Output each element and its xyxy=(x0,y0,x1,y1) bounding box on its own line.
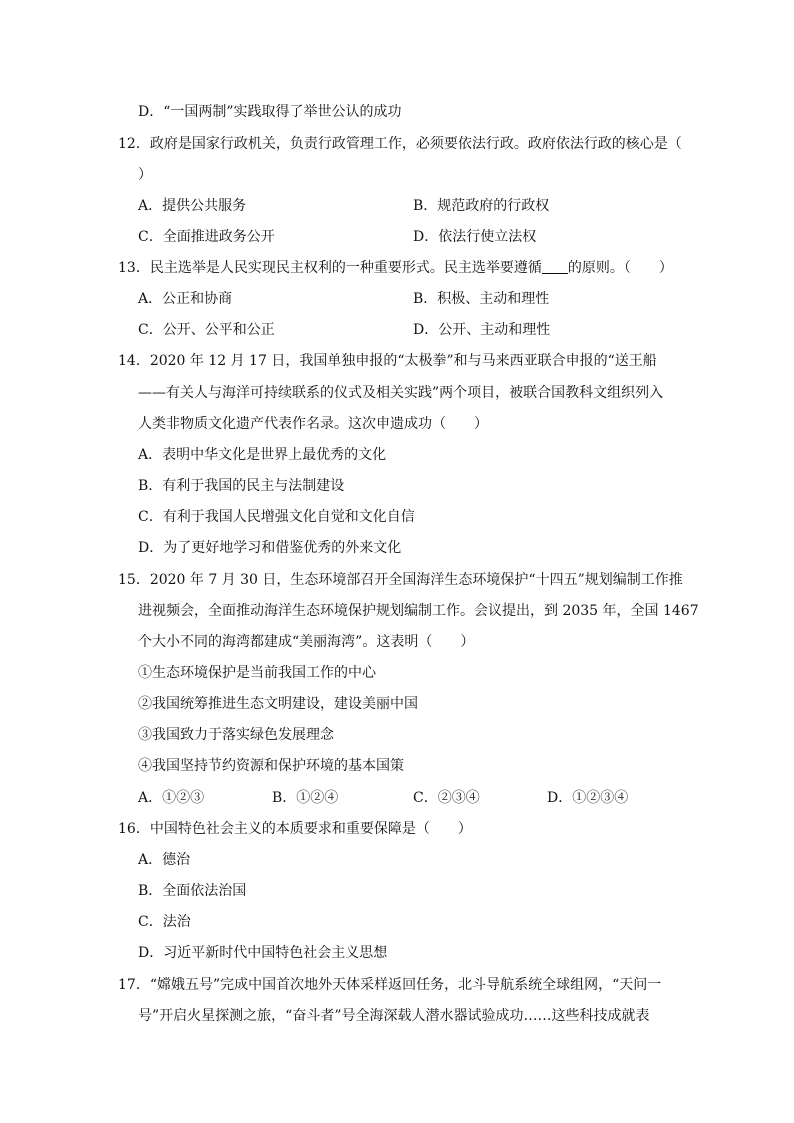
text-segment xyxy=(138,693,418,715)
text-segment xyxy=(138,724,334,746)
text-line xyxy=(0,350,794,372)
text-segment xyxy=(138,101,402,123)
text-line xyxy=(0,382,794,404)
text-segment xyxy=(138,382,663,404)
text-segment xyxy=(413,226,536,248)
text-segment xyxy=(118,257,673,279)
text-segment xyxy=(413,787,480,809)
text-segment xyxy=(138,631,474,653)
text: D．为了更好地学习和借鉴优秀的外来文化 xyxy=(138,540,402,556)
text: A．①②③ xyxy=(138,790,205,806)
text: C．公开、公平和公正 xyxy=(138,322,275,338)
text-line xyxy=(0,755,794,777)
text-line xyxy=(0,662,794,684)
text-segment xyxy=(138,475,344,497)
text-line xyxy=(0,693,794,715)
text: C．②③④ xyxy=(413,790,480,806)
text: 13．民主选举是人民实现民主权利的一种重要形式。民主选举要遵循 xyxy=(118,260,542,276)
text: B．规范政府的行政权 xyxy=(413,198,550,214)
text: 号”开启火星探测之旅，“奋斗者”号全海深载人潜水器试验成功……这些科技成就表 xyxy=(138,1008,650,1024)
text: B．有利于我国的民主与法制建设 xyxy=(138,478,345,494)
text: D．“一国两制”实践取得了举世公认的成功 xyxy=(138,104,402,120)
text-line xyxy=(0,475,794,497)
text-segment xyxy=(138,911,191,933)
text-segment xyxy=(138,942,387,964)
text: ④我国坚持节约资源和保护环境的基本国策 xyxy=(138,758,404,774)
text: D．①②③④ xyxy=(547,790,629,806)
text-line xyxy=(0,319,794,341)
text-segment xyxy=(118,569,683,591)
text-segment xyxy=(413,288,549,310)
text-line xyxy=(0,880,794,902)
text-segment xyxy=(138,1005,649,1027)
text-line xyxy=(0,288,794,310)
text: ②我国统筹推进生态文明建设，建设美丽中国 xyxy=(138,696,418,712)
text-line xyxy=(0,787,794,809)
text-segment xyxy=(138,537,401,559)
text: 17．“嫦娥五号”完成中国首次地外天体采样返回任务，北斗导航系统全球组网，“天问一 xyxy=(118,977,662,993)
fill-in-blank xyxy=(542,259,568,274)
text: D．依法行使立法权 xyxy=(413,229,537,245)
text-segment xyxy=(138,600,699,622)
text-line xyxy=(0,226,794,248)
text: D．公开、主动和理性 xyxy=(413,322,551,338)
text: 15．2020 年 7 月 30 日，生态环境部召开全国海洋生态环境保护“十四五”规划编制工作推 xyxy=(118,572,683,588)
text-line xyxy=(0,444,794,466)
text-segment xyxy=(138,164,152,186)
text-line xyxy=(0,849,794,871)
text: C．全面推进政务公开 xyxy=(138,229,275,245)
text-segment xyxy=(413,195,549,217)
text-line xyxy=(0,537,794,559)
text-segment xyxy=(138,662,376,684)
text: A．公正和协商 xyxy=(138,291,233,307)
text-line xyxy=(0,257,794,279)
text-segment xyxy=(138,506,415,528)
text-segment xyxy=(138,444,386,466)
text: 进视频会，全面推动海洋生态环境保护规划编制工作。会议提出，到 2035 年，全国 1467 xyxy=(138,603,699,619)
text-segment xyxy=(118,133,682,155)
text: ③我国致力于落实绿色发展理念 xyxy=(138,727,334,743)
text: C．法治 xyxy=(138,914,191,930)
text-line xyxy=(0,101,794,123)
text: ——有关人与海洋可持续联系的仪式及相关实践”两个项目，被联合国教科文组织列入 xyxy=(138,385,664,401)
text-segment xyxy=(118,818,472,840)
text-line xyxy=(0,974,794,996)
text-segment xyxy=(118,350,657,372)
text: B．全面依法治国 xyxy=(138,883,247,899)
text-line xyxy=(0,413,794,435)
text-segment xyxy=(138,195,246,217)
text-line xyxy=(0,1005,794,1027)
text-segment xyxy=(138,288,232,310)
text-line xyxy=(0,911,794,933)
text-segment xyxy=(138,787,204,809)
text-line xyxy=(0,942,794,964)
text-segment xyxy=(547,787,628,809)
text: ①生态环境保护是当前我国工作的中心 xyxy=(138,665,376,681)
text-segment xyxy=(118,974,661,996)
text-line xyxy=(0,631,794,653)
text: 个大小不同的海湾都建成“美丽海湾”。这表明（ ） xyxy=(138,634,475,650)
text-line xyxy=(0,195,794,217)
text-segment xyxy=(138,880,246,902)
text-line xyxy=(0,569,794,591)
text: ） xyxy=(138,167,152,183)
text-line xyxy=(0,164,794,186)
text: A．提供公共服务 xyxy=(138,198,247,214)
text: D．习近平新时代中国特色社会主义思想 xyxy=(138,945,388,961)
text: B．积极、主动和理性 xyxy=(413,291,550,307)
text: 14．2020 年 12 月 17 日，我国单独申报的“太极拳”和与马来西亚联合申报的“送王船 xyxy=(118,353,657,369)
text-segment xyxy=(138,755,404,777)
text-segment xyxy=(138,849,190,871)
text-line xyxy=(0,724,794,746)
text-line xyxy=(0,818,794,840)
text: B．①②④ xyxy=(272,790,339,806)
text-segment xyxy=(413,319,550,341)
text: A．表明中华文化是世界上最优秀的文化 xyxy=(138,447,387,463)
text: 人类非物质文化遗产代表作名录。这次申遗成功（ ） xyxy=(138,416,488,432)
text-segment xyxy=(138,319,275,341)
text: 的原则。（ ） xyxy=(567,260,673,276)
text-segment xyxy=(138,413,488,435)
text: 12．政府是国家行政机关，负责行政管理工作，必须要依法行政。政府依法行政的核心是（ xyxy=(118,136,682,152)
text: C．有利于我国人民增强文化自觉和文化自信 xyxy=(138,509,415,525)
text: 16．中国特色社会主义的本质要求和重要保障是（ ） xyxy=(118,821,472,837)
text-segment xyxy=(138,226,275,248)
text-line xyxy=(0,506,794,528)
text-line xyxy=(0,600,794,622)
text: A．德治 xyxy=(138,852,191,868)
text-segment xyxy=(272,787,338,809)
text-line xyxy=(0,133,794,155)
